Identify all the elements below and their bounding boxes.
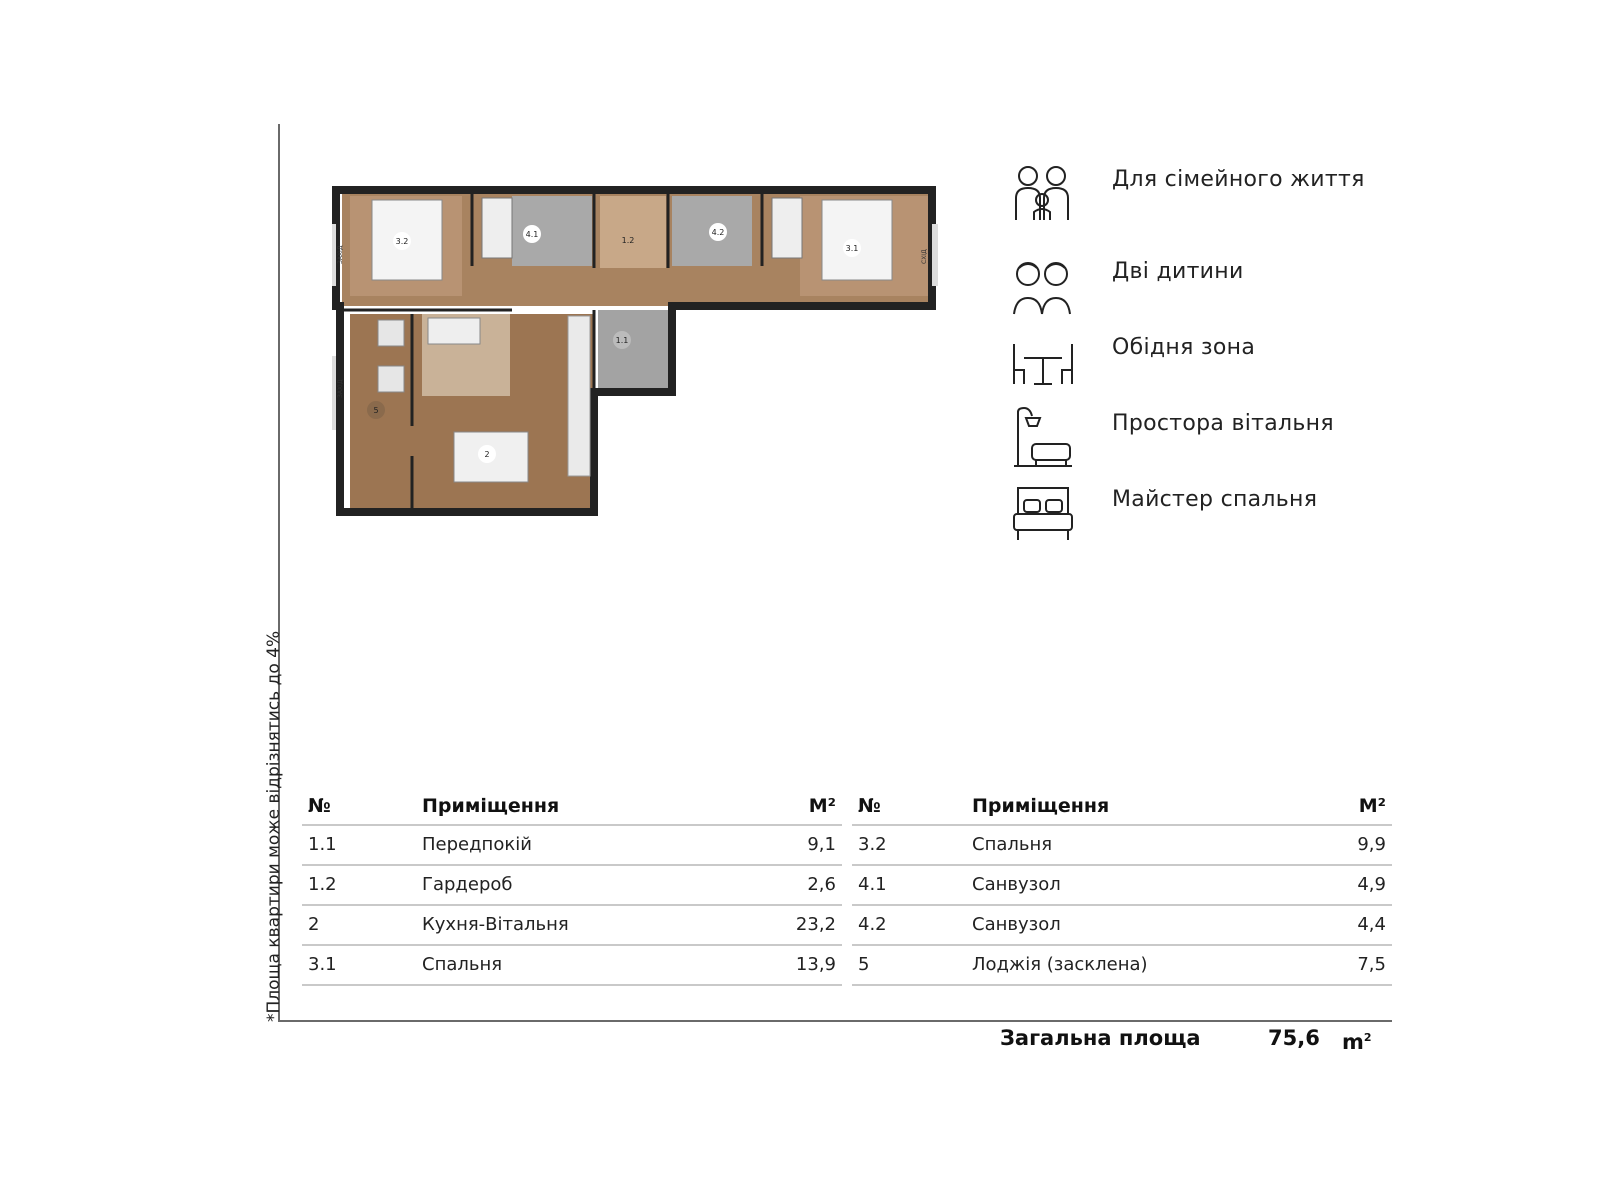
feature-two-children — [1010, 252, 1430, 322]
room-no: 4.2 — [858, 914, 887, 935]
table-header — [852, 788, 1392, 826]
table-row — [852, 946, 1392, 986]
floor-plan — [332, 186, 972, 526]
bed-31 — [822, 200, 892, 280]
room-area: 4,4 — [1357, 914, 1386, 935]
total-area — [1000, 1018, 1400, 1058]
feature-family — [1010, 160, 1430, 230]
wardrobe-floor — [600, 196, 666, 268]
wall-tag-east: СХІД — [921, 249, 928, 264]
room-label-31: 3.1 — [845, 244, 859, 253]
feature-label: Дві дитини — [1112, 259, 1244, 284]
header-area: М² — [1358, 795, 1386, 817]
room-no: 4.1 — [858, 874, 887, 895]
room-no: 2 — [308, 914, 320, 935]
table-row — [302, 946, 842, 986]
bathtub-42 — [772, 198, 802, 258]
room-area: 4,9 — [1357, 874, 1386, 895]
armchair-1 — [378, 320, 404, 346]
room-no: 1.1 — [308, 834, 337, 855]
room-label-32: 3.2 — [395, 237, 409, 246]
kitchen-counter — [568, 316, 590, 476]
feature-label: Обідня зона — [1112, 335, 1256, 360]
window-east — [932, 224, 938, 286]
sofa — [428, 318, 480, 344]
room-no: 5 — [858, 954, 870, 975]
room-label-41: 4.1 — [525, 230, 539, 239]
room-no: 1.2 — [308, 874, 337, 895]
table-row — [302, 866, 842, 906]
room-name: Передпокій — [422, 834, 532, 855]
bathtub-41 — [482, 198, 512, 258]
room-label-11: 1.1 — [615, 336, 629, 345]
bed-icon — [1010, 480, 1076, 546]
room-name: Лоджія (засклена) — [972, 954, 1148, 975]
living-room-icon — [1010, 404, 1076, 470]
room-name: Кухня-Вітальня — [422, 914, 569, 935]
table-row — [852, 826, 1392, 866]
room-name: Санвузол — [972, 874, 1061, 895]
room-label-2: 2 — [484, 450, 490, 459]
table-header — [302, 788, 842, 826]
room-area: 9,1 — [807, 834, 836, 855]
family-icon — [1010, 160, 1076, 226]
total-area-value: 75,6 — [1268, 1026, 1320, 1050]
header-no: № — [308, 795, 331, 817]
header-no: № — [858, 795, 881, 817]
dining-icon — [1010, 328, 1076, 394]
rooms-table-right — [852, 788, 1392, 986]
room-area: 13,9 — [795, 954, 836, 975]
table-row — [302, 826, 842, 866]
total-area-unit — [1342, 1018, 1372, 1062]
feature-living-room — [1010, 404, 1430, 474]
two-children-icon — [1010, 252, 1076, 318]
header-room: Приміщення — [422, 795, 560, 817]
room-area: 9,9 — [1357, 834, 1386, 855]
header-room: Приміщення — [972, 795, 1110, 817]
header-area: М² — [808, 795, 836, 817]
unit-base: m — [1342, 1030, 1364, 1054]
room-label-5: 5 — [373, 406, 379, 415]
room-name: Гардероб — [422, 874, 513, 895]
table-row — [852, 866, 1392, 906]
wall-tag-west-1: ЗАХІД — [337, 245, 344, 264]
window-west-2 — [332, 356, 336, 430]
room-name: Спальня — [972, 834, 1053, 855]
feature-label: Майстер спальня — [1112, 487, 1318, 512]
hallway-floor — [598, 310, 672, 392]
wall-tag-west-2: ЗАХІД — [337, 379, 344, 398]
room-area: 23,2 — [795, 914, 836, 935]
feature-label: Простора вітальня — [1112, 411, 1334, 436]
floor-plan-drawing — [332, 186, 972, 526]
unit-superscript: 2 — [1363, 1031, 1372, 1044]
room-no: 3.1 — [308, 954, 337, 975]
table-row — [302, 906, 842, 946]
armchair-2 — [378, 366, 404, 392]
feature-master-bedroom — [1010, 480, 1430, 550]
feature-dining — [1010, 328, 1430, 398]
room-name: Санвузол — [972, 914, 1061, 935]
area-disclaimer-note: *Площа квартири може відрізнятись до 4% — [264, 630, 284, 1022]
room-area: 2,6 — [807, 874, 836, 895]
room-no: 3.2 — [858, 834, 887, 855]
room-name: Спальня — [422, 954, 503, 975]
feature-label: Для сімейного життя — [1112, 167, 1365, 192]
room-label-12: 1.2 — [621, 236, 635, 245]
table-row — [852, 906, 1392, 946]
room-area: 7,5 — [1357, 954, 1386, 975]
room-label-42: 4.2 — [711, 228, 725, 237]
total-area-label: Загальна площа — [1000, 1026, 1201, 1050]
rooms-table-left — [302, 788, 842, 986]
window-west-1 — [332, 224, 336, 286]
